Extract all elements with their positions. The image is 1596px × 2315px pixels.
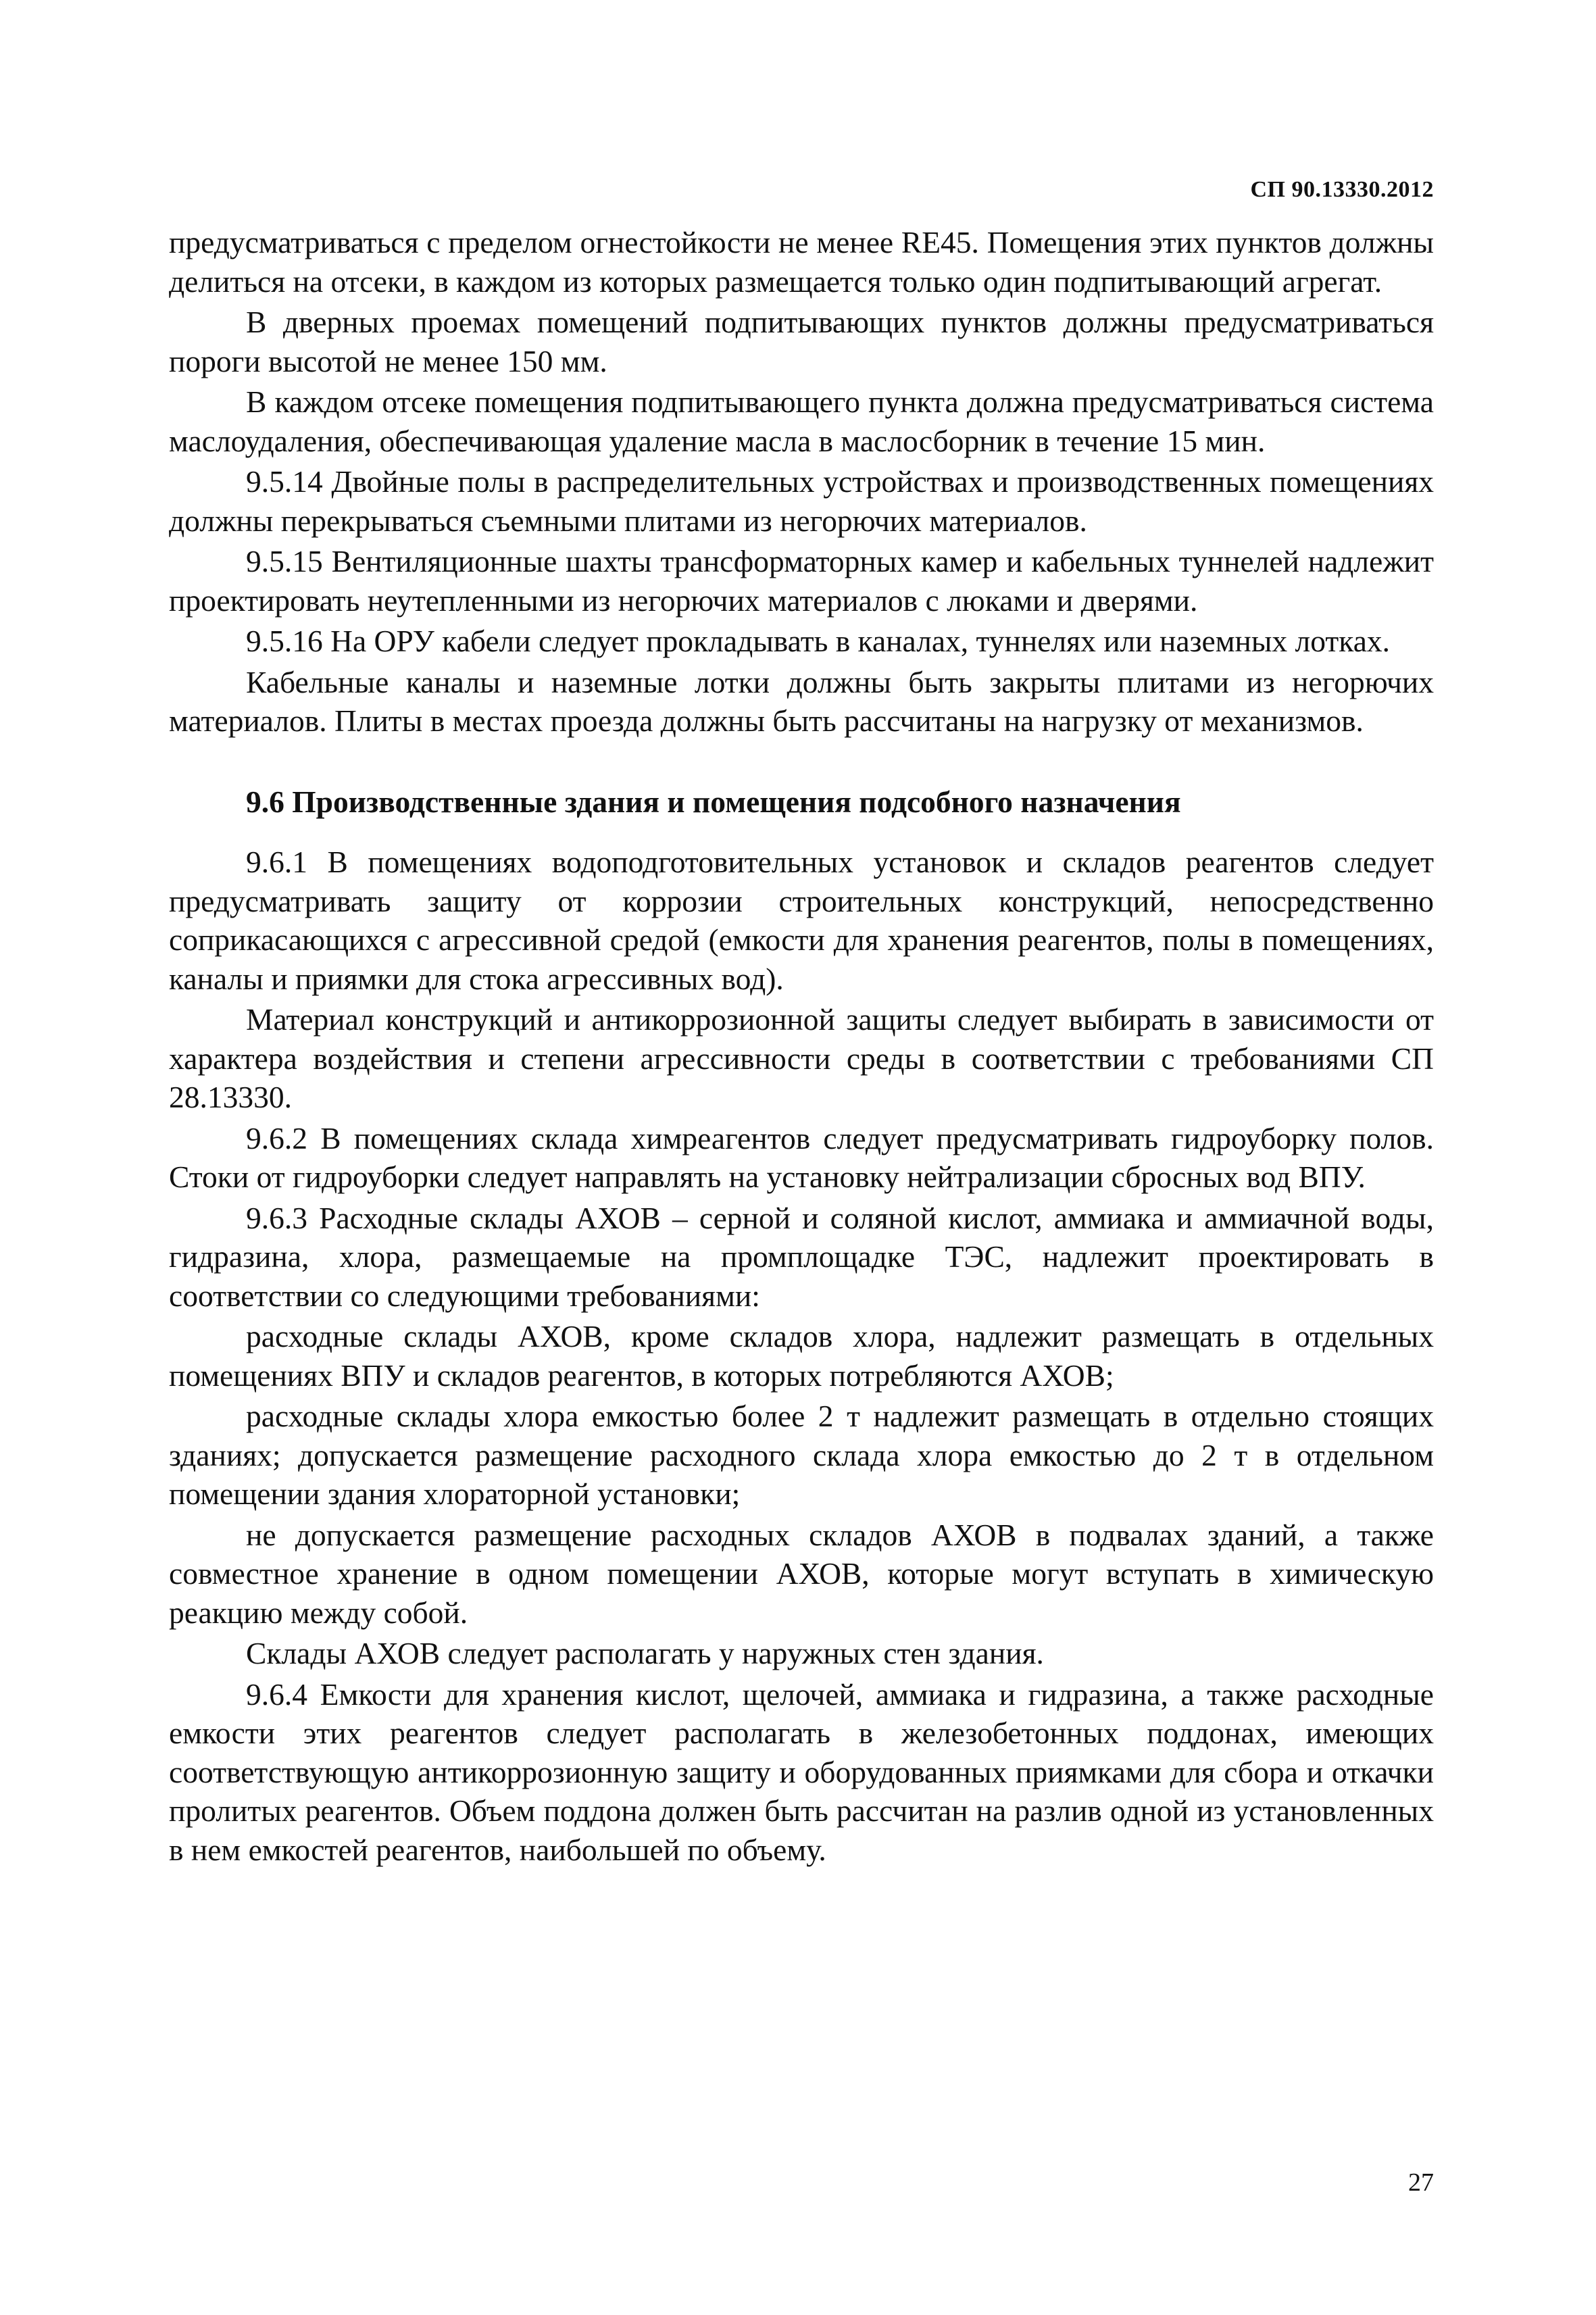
paragraph: Кабельные каналы и наземные лотки должны быть закрыты плитами из негорючих материалов. Плиты в местах проезда должны быть рассчитаны на нагрузку от механизмов. [169,664,1434,738]
paragraph: не допускается размещение расходных складов АХОВ в подвалах зданий, а также совместное хранение в одном помещении АХОВ, которые могут вступать в химическую реакцию между собой. [169,1517,1434,1630]
page-body [169,223,1434,1871]
paragraph: В дверных проемах помещений подпитывающих пунктов должны предусматриваться пороги высотой не менее 150 мм. [169,305,1434,378]
paragraph: 9.6.4 Емкости для хранения кислот, щелочей, аммиака и гидразина, а также расходные емкости этих реагентов следует располагать в железобетонных поддонах, имеющих соответствующую антикоррозионную защиту и оборудованных приямками для сбора и откачки пролитых реагентов. Объем поддона должен быть рассчитан на разлив одной из установленных в нем емкостей реагентов, наибольшей по объему. [169,1676,1434,1867]
paragraph: 9.6.3 Расходные склады АХОВ – серной и соляной кислот, аммиака и аммиачной воды, гидразина, хлора, размещаемые на промплощадке ТЭС, надлежит проектировать в соответствии со следующими требованиями: [169,1200,1434,1313]
paragraph: расходные склады хлора емкостью более 2 т надлежит размещать в отдельно стоящих зданиях; допускается размещение расходного склада хлора емкостью до 2 т в отдельном помещении здания хлораторной установки; [169,1399,1434,1511]
paragraph: 9.5.16 На ОРУ кабели следует прокладывать в каналах, туннелях или наземных лотках. [246,624,1391,658]
paragraph: расходные склады АХОВ, кроме складов хлора, надлежит размещать в отдельных помещениях ВПУ и складов реагентов, в которых потребляются АХОВ; [169,1319,1434,1393]
paragraph: предусматриваться с пределом огнестойкости не менее RE45. Помещения этих пунктов должны делиться на отсеки, в каждом из которых размещается только один подпитывающий агрегат. [169,225,1434,299]
paragraph: Материал конструкций и антикоррозионной защиты следует выбирать в зависимости от характера воздействия и степени агрессивности среды в соответствии с требованиями СП 28.13330. [169,1002,1434,1114]
page-number: 27 [1408,2168,1434,2197]
paragraph: 9.6.2 В помещениях склада химреагентов следует предусматривать гидроуборку полов. Стоки от гидроуборки следует направлять на установку нейтрализации сбросных вод ВПУ. [169,1120,1434,1194]
paragraph: В каждом отсеке помещения подпитывающего пункта должна предусматриваться система маслоудаления, обеспечивающая удаление масла в маслосборник в течение 15 мин. [169,384,1434,458]
paragraph: Склады АХОВ следует располагать у наружных стен здания. [246,1636,1044,1670]
document-code: СП 90.13330.2012 [1250,177,1434,202]
paragraph: 9.6.1 В помещениях водоподготовительных установок и складов реагентов следует предусматривать защиту от коррозии строительных конструкций, непосредственно соприкасающихся с агрессивной средой (емкости для хранения реагентов, полы в помещениях, каналы и приямки для стока агрессивных вод). [169,845,1434,996]
paragraph: 9.5.15 Вентиляционные шахты трансформаторных камер и кабельных туннелей надлежит проектировать неутепленными из негорючих материалов с люками и дверями. [169,544,1434,618]
paragraph: 9.5.14 Двойные полы в распределительных устройствах и производственных помещениях должны перекрываться съемными плитами из негорючих материалов. [169,464,1434,538]
section-heading: 9.6 Производственные здания и помещения подсобного назначения [246,784,1181,819]
